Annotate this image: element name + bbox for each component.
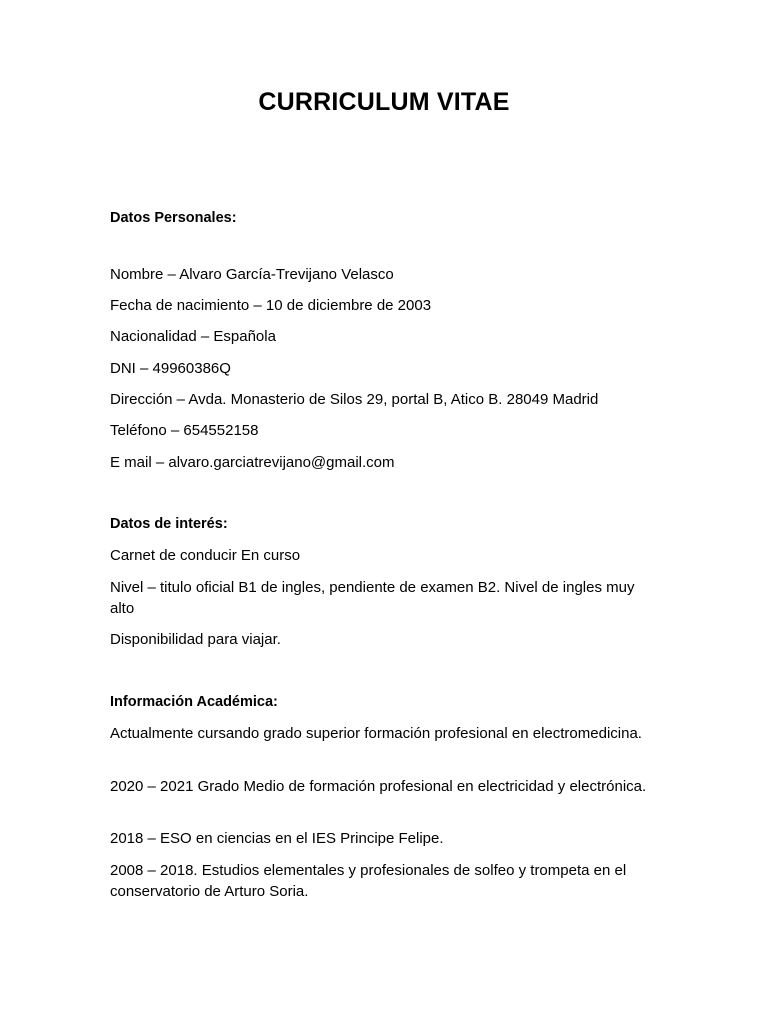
- personal-line-address: Dirección – Avda. Monasterio de Silos 29, portal B, Atico B. 28049 Madrid: [110, 391, 599, 408]
- section-heading-personal: Datos Personales:: [110, 210, 237, 226]
- personal-line-phone: Teléfono – 654552158: [110, 422, 259, 439]
- personal-line-email: E mail – alvaro.garciatrevijano@gmail.com: [110, 454, 395, 471]
- academic-line-music: 2008 – 2018. Estudios elementales y profesionales de solfeo y trompeta en el conservatorio de Arturo Soria.: [110, 862, 627, 900]
- interest-line-english: Nivel – titulo oficial B1 de ingles, pendiente de examen B2. Nivel de ingles muy alto: [110, 579, 635, 617]
- personal-line-dni: DNI – 49960386Q: [110, 360, 231, 377]
- academic-line-eso: 2018 – ESO en ciencias en el IES Principe Felipe.: [110, 830, 444, 847]
- page-title: CURRICULUM VITAE: [258, 88, 510, 116]
- academic-line-current: Actualmente cursando grado superior formación profesional en electromedicina.: [110, 725, 642, 742]
- interest-line-license: Carnet de conducir En curso: [110, 547, 301, 564]
- section-heading-interest: Datos de interés:: [110, 516, 228, 532]
- section-heading-academic: Información Académica:: [110, 694, 278, 710]
- personal-line-nationality: Nacionalidad – Española: [110, 328, 276, 345]
- interest-line-travel: Disponibilidad para viajar.: [110, 631, 281, 648]
- personal-line-name: Nombre – Alvaro García-Trevijano Velasco: [110, 266, 394, 283]
- academic-line-grado-medio: 2020 – 2021 Grado Medio de formación profesional en electricidad y electrónica.: [110, 778, 647, 795]
- personal-line-birthdate: Fecha de nacimiento – 10 de diciembre de 2003: [110, 297, 432, 314]
